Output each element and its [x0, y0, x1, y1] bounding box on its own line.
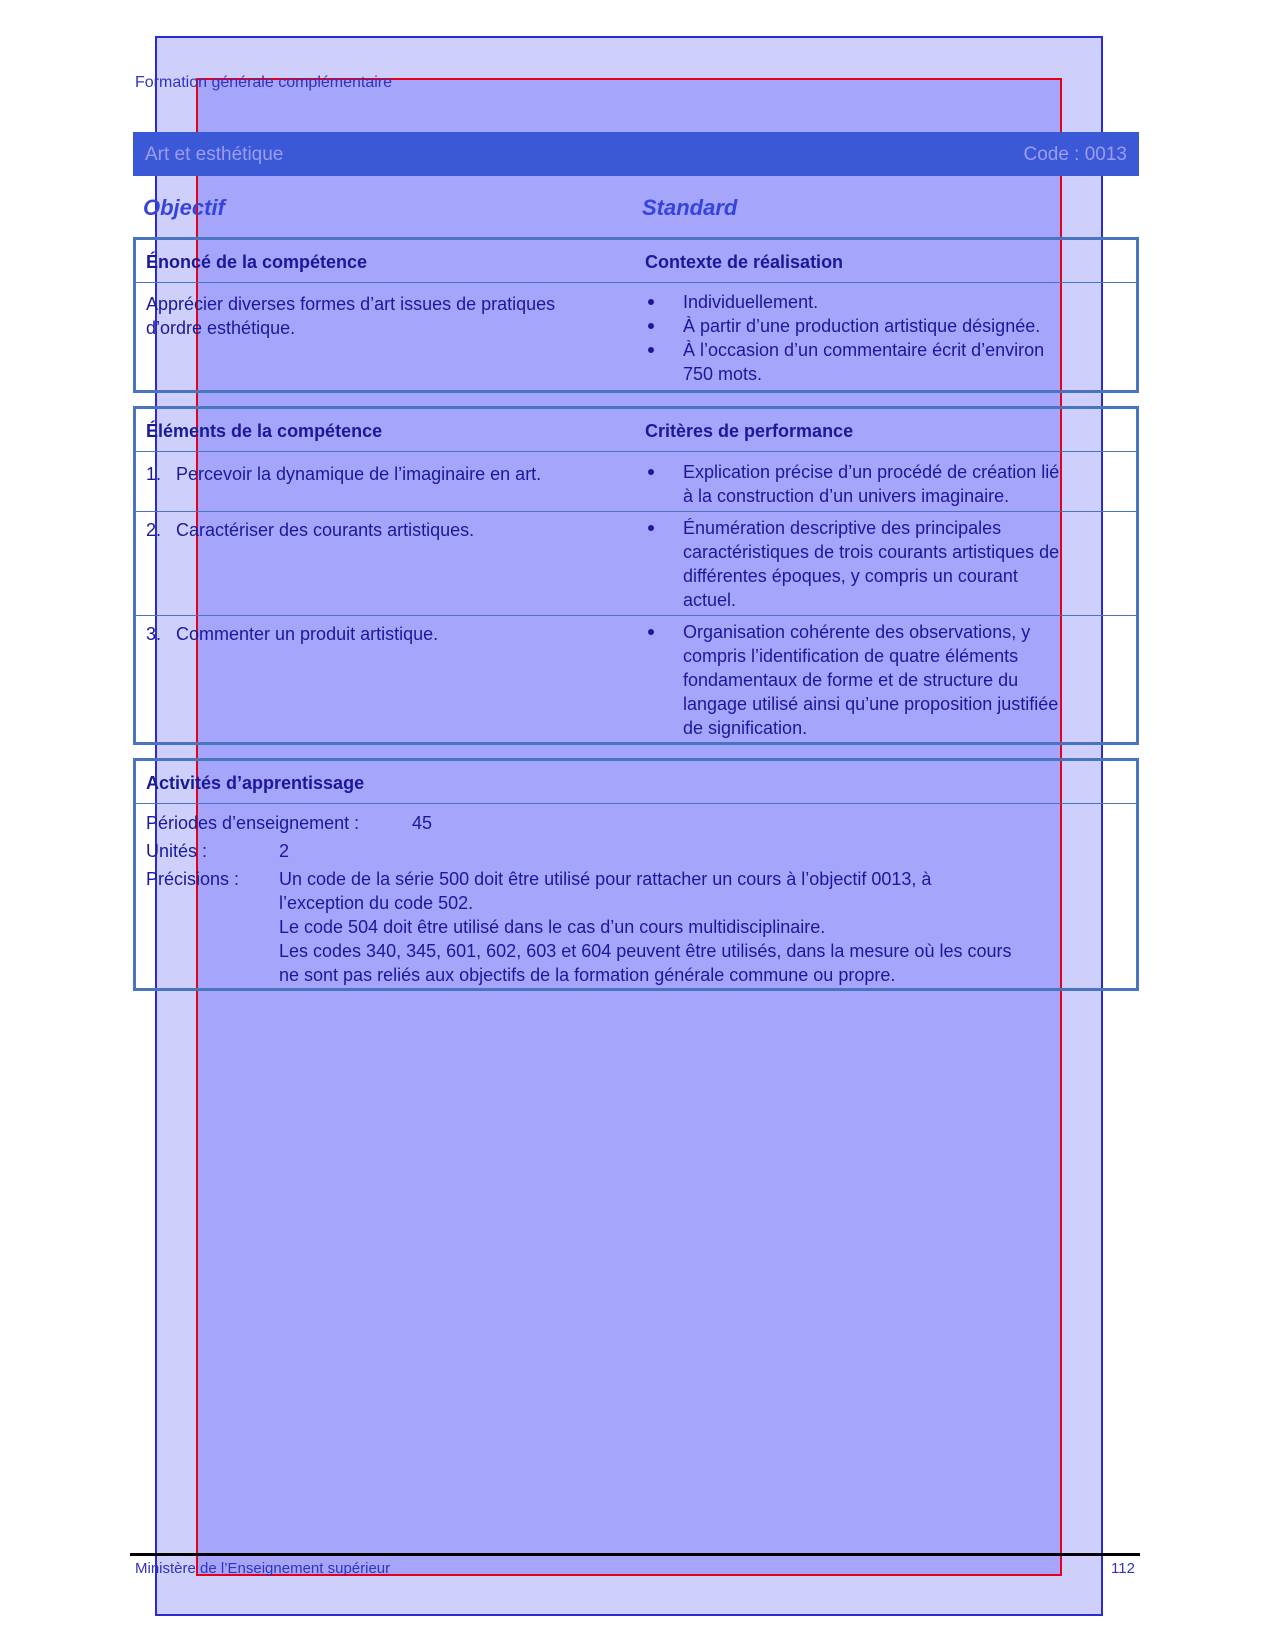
competence-section	[133, 237, 1139, 393]
criteria-line: différentes époques, y compris un courant	[683, 566, 1018, 586]
criteria-line: fondamentaux de forme et de structure du	[683, 670, 1019, 690]
section-divider	[136, 282, 1136, 283]
criteria-line: de signification.	[683, 718, 808, 738]
code-label: Code : 0013	[1023, 144, 1127, 165]
precision-line: Le code 504 doit être utilisé dans le cas d’un cours multidisciplinaire.	[279, 917, 826, 937]
section-divider	[136, 803, 1136, 804]
bullet-icon	[648, 469, 654, 475]
bullet-icon	[648, 299, 654, 305]
criteria-line: Organisation cohérente des observations, y	[683, 622, 1031, 642]
periodes-label: Périodes d’enseignement :	[146, 813, 360, 833]
enonce-line: d’ordre esthétique.	[146, 318, 296, 338]
element-text: Percevoir la dynamique de l’imaginaire en art.	[176, 464, 542, 484]
context-item: À partir d’une production artistique désignée.	[683, 316, 1041, 336]
footer-ministry: Ministère de l’Enseignement supérieur	[135, 1560, 391, 1577]
standard-heading: Standard	[642, 195, 738, 220]
row-divider	[136, 511, 1136, 512]
precision-line: Les codes 340, 345, 601, 602, 603 et 604 peuvent être utilisés, dans la mesure où les cours	[279, 941, 1012, 961]
section-divider	[136, 451, 1136, 452]
element-text: Commenter un produit artistique.	[176, 624, 439, 644]
contexte-heading: Contexte de réalisation	[645, 252, 844, 272]
criteria-line: Explication précise d’un procédé de création lié	[683, 462, 1060, 482]
footer-rule	[130, 1553, 1140, 1556]
bullet-icon	[648, 629, 654, 635]
activites-heading: Activités d’apprentissage	[146, 773, 365, 793]
precision-line: Un code de la série 500 doit être utilisé pour rattacher un cours à l’objectif 0013, à	[279, 869, 932, 889]
criteria-line: caractéristiques de trois courants artistiques de	[683, 542, 1060, 562]
criteria-line: actuel.	[683, 590, 737, 610]
elements-heading: Éléments de la compétence	[146, 421, 383, 441]
criteria-line: langage utilisé ainsi qu’une proposition justifiée	[683, 694, 1059, 714]
bullet-icon	[648, 525, 654, 531]
bullet-icon	[648, 323, 654, 329]
criteria-line: compris l’identification de quatre éléments	[683, 646, 1019, 666]
row-divider	[136, 615, 1136, 616]
context-item: À l’occasion d’un commentaire écrit d’environ	[683, 340, 1045, 360]
objectif-heading: Objectif	[143, 195, 225, 220]
element-number: 2.	[146, 520, 162, 540]
elements-section	[133, 406, 1139, 745]
context-item: Individuellement.	[683, 292, 819, 312]
periodes-value: 45	[412, 813, 433, 833]
precision-line: ne sont pas reliés aux objectifs de la formation générale commune ou propre.	[279, 965, 896, 985]
bullet-icon	[648, 347, 654, 353]
element-text: Caractériser des courants artistiques.	[176, 520, 475, 540]
criteria-line: à la construction d’un univers imaginaire.	[683, 486, 1010, 506]
page-number: 112	[1111, 1560, 1135, 1577]
enonce-line: Apprécier diverses formes d’art issues de pratiques	[146, 294, 556, 314]
precision-line: l’exception du code 502.	[279, 893, 474, 913]
document-header: Formation générale complémentaire	[135, 74, 393, 91]
document-title: Art et esthétique	[145, 144, 284, 165]
criteria-line: Énumération descriptive des principales	[683, 518, 1002, 538]
title-bar	[133, 132, 1139, 176]
precisions-label: Précisions :	[146, 869, 240, 889]
activites-section	[133, 758, 1139, 991]
unites-value: 2	[279, 841, 290, 861]
enonce-heading: Énoncé de la compétence	[146, 252, 368, 272]
context-item: 750 mots.	[683, 364, 763, 384]
criteres-heading: Critères de performance	[645, 421, 854, 441]
unites-label: Unités :	[146, 841, 208, 861]
element-number: 3.	[146, 624, 162, 644]
element-number: 1.	[146, 464, 162, 484]
